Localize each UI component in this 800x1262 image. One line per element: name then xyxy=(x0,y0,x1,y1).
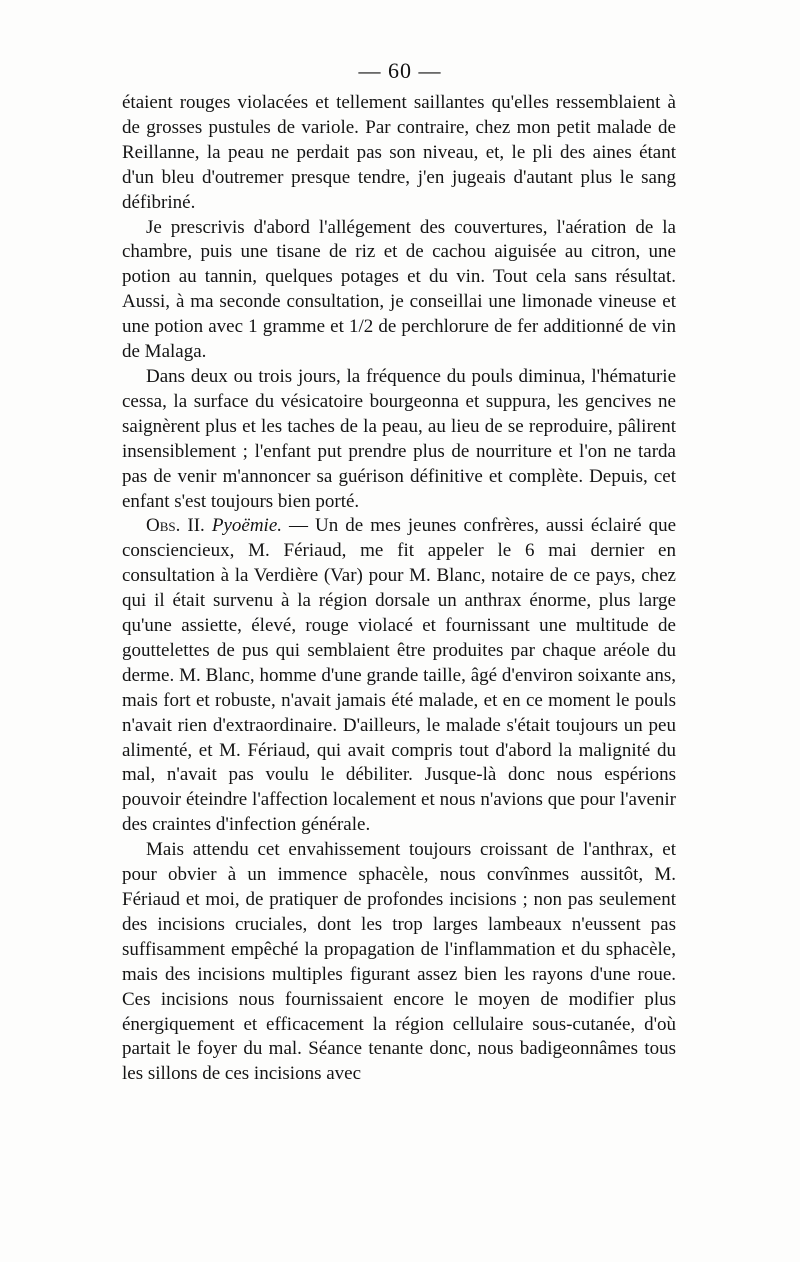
paragraph: Dans deux ou trois jours, la fréquence du pouls diminua, l'hématurie cessa, la surface du vésicatoire bourgeonna et suppura, les gencives ne saignèrent plus et les taches de la peau, au lieu de se reproduire, pâlirent insensiblement ; l'enfant put prendre plus de nourriture et l'on ne tarda pas de venir m'annoncer sa guérison définitive et complète. Depuis, cet enfant s'est toujours bien porté. xyxy=(122,365,676,512)
paragraph-observation xyxy=(122,514,676,838)
page-number: — 60 — xyxy=(358,58,442,83)
observation-label: Obs. II. xyxy=(146,515,205,537)
paragraph: étaient rouges violacées et tellement saillantes qu'elles ressemblaient à de grosses pustules de variole. Par contraire, chez mon petit malade de Reillanne, la peau ne perdait pas son niveau, et, le pli des aines étant d'un bleu d'outremer presque tendre, j'en jugeais d'autant plus le sang défibriné. xyxy=(122,92,676,213)
body-text xyxy=(122,91,676,1087)
observation-text: — Un de mes jeunes confrères, aussi éclairé que consciencieux, M. Fériaud, me fit appeler le 6 mai dernier en consultation à la Verdière (Var) pour M. Blanc, notaire de ce pays, chez qui il était survenu à la région dorsale un anthrax énorme, plus large qu'une assiette, élevé, rouge violacé et fournissant une multitude de gouttelettes de pus qui semblaient être produites par chaque aréole du derme. M. Blanc, homme d'une grande taille, âgé d'environ soixante ans, mais fort et robuste, n'avait jamais été malade, et en ce moment le pouls n'avait rien d'extraordinaire. D'ailleurs, le malade s'était toujours un peu alimenté, et M. Fériaud, qui avait compris tout d'abord la malignité du mal, n'avait pas voulu le débiliter. Jusque-là donc nous espérions pouvoir éteindre l'affection localement et nous n'avions que pour l'avenir des craintes d'infection générale. xyxy=(122,515,677,836)
paragraph: Mais attendu cet envahissement toujours croissant de l'anthrax, et pour obvier à un immence sphacèle, nous convînmes aussitôt, M. Fériaud et moi, de pratiquer de profondes incisions ; non pas seulement des incisions cruciales, dont les trop larges lambeaux n'eussent pas suffisamment empêché la propagation de l'inflammation et du sphacèle, mais des incisions multiples figurant assez bien les rayons d'une roue. Ces incisions nous fournissaient encore le moyen de modifier plus énergiquement et efficacement la région cellulaire sous-cutanée, d'où partait le foyer du mal. Séance tenante donc, nous badigeonnâmes tous les sillons de ces incisions avec xyxy=(122,839,676,1085)
observation-title: Pyoëmie. xyxy=(211,515,282,537)
paragraph: Je prescrivis d'abord l'allégement des couvertures, l'aération de la chambre, puis une tisane de riz et de cachou aiguisée au citron, une potion au tannin, quelques potages et du vin. Tout cela sans résultat. Aussi, à ma seconde consultation, je conseillai une limonade vineuse et une potion avec 1 gramme et 1/2 de perchlorure de fer additionné de vin de Malaga. xyxy=(122,216,676,363)
